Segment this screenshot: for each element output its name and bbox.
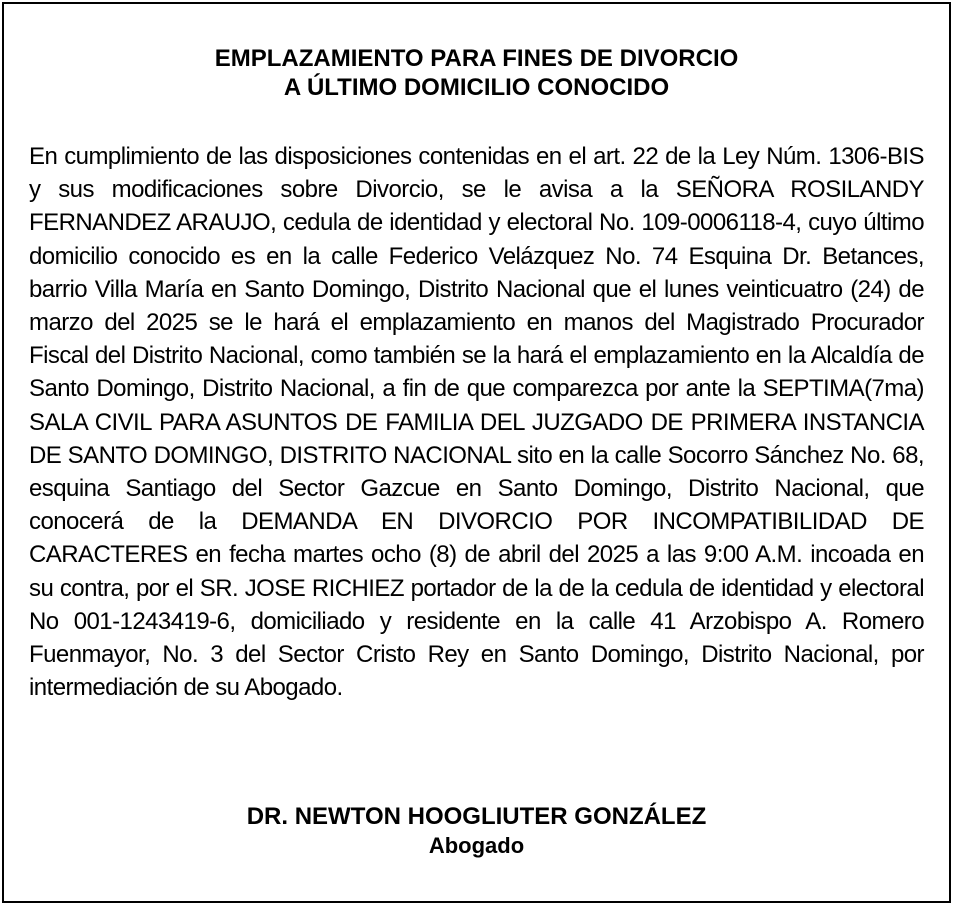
title-line-1: EMPLAZAMIENTO PARA FINES DE DIVORCIO: [214, 45, 739, 72]
signature-name: DR. NEWTON HOOGLIUTER GONZÁLEZ: [246, 803, 707, 830]
signature-role: Abogado: [428, 833, 525, 858]
notice-body: En cumplimiento de las disposiciones contenidas en el art. 22 de la Ley Núm. 1306-BIS y sus modificaciones sobre Divorcio, se le avisa a la SEÑORA ROSILANDY FERNANDEZ ARAUJO, cedula de identidad y electoral No. 109-0006118-4, cuyo último domicilio conocido es en la calle Federico Velázquez No. 74 Esquina Dr. Betances, barrio Villa María en Santo Domingo, Distrito Nacional que el lunes veinticuatro (24) de marzo del 2025 se le hará el emplazamiento en manos del Magistrado Procurador Fiscal del Distrito Nacional, como también se la hará el emplazamiento en la Alcaldía de Santo Domingo, Distrito Nacional, a fin de que comparezca por ante la SEPTIMA(7ma) SALA CIVIL PARA ASUNTOS DE FAMILIA DEL JUZGADO DE PRIMERA INSTANCIA DE SANTO DOMINGO, DISTRITO NACIONAL sito en la calle Socorro Sánchez No. 68, esquina Santiago del Sector Gazcue en Santo Domingo, Distrito Nacional, que conocerá de la DEMANDA EN DIVORCIO POR INCOMPATIBILIDAD DE CARACTERES en fecha martes ocho (8) de abril del 2025 a las 9:00 A.M. incoada en su contra, por el SR. JOSE RICHIEZ portador de la de la cedula de identidad y electoral No 001-1243419-6, domiciliado y residente en la calle 41 Arzobispo A. Romero Fuenmayor, No. 3 del Sector Cristo Rey en Santo Domingo, Distrito Nacional, por intermediación de su Abogado.: [29, 143, 924, 702]
title-line-2: A ÚLTIMO DOMICILIO CONOCIDO: [283, 74, 670, 101]
signature-block: [4, 802, 949, 860]
notice-frame: [2, 2, 951, 903]
notice-title: [4, 44, 949, 102]
